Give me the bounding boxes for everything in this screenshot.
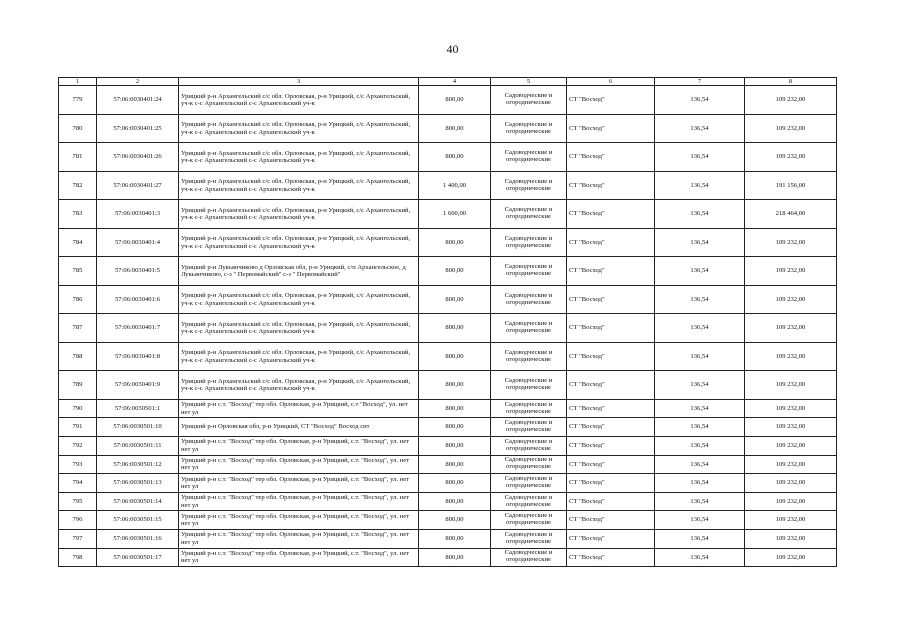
rate-cell: 136,54 — [655, 86, 745, 115]
rate-cell: 136,54 — [655, 511, 745, 530]
table-row — [59, 548, 837, 567]
area-cell: 800,00 — [419, 511, 491, 530]
row-number: 785 — [59, 257, 97, 286]
value-cell: 109 232,00 — [745, 418, 837, 437]
rate-cell: 136,54 — [655, 529, 745, 548]
rate-cell: 136,54 — [655, 436, 745, 455]
value-cell: 109 232,00 — [745, 114, 837, 143]
owner-cell: СТ "Восход" — [567, 342, 655, 371]
area-cell: 1 400,00 — [419, 171, 491, 200]
row-number: 786 — [59, 285, 97, 314]
address-cell: Урицкий р-н с.т. "Восход" тер обл. Орловская, р-н Урицкий, с.т. "Восход", ул. нет нет ул — [179, 548, 419, 567]
column-header: 1 — [59, 78, 97, 86]
row-number: 790 — [59, 399, 97, 418]
table-row — [59, 171, 837, 200]
address-cell: Урицкий р-н с.т. "Восход" тер обл. Орловская, р-н Урицкий, с.т. "Восход", ул. нет нет ул — [179, 529, 419, 548]
cadastral-number: 57:06:0030501:15 — [97, 511, 179, 530]
value-cell: 109 232,00 — [745, 371, 837, 400]
rate-cell: 136,54 — [655, 285, 745, 314]
land-use-cell: Садоводческие и огороднические — [491, 342, 567, 371]
land-use-cell: Садоводческие и огороднические — [491, 548, 567, 567]
row-number: 783 — [59, 200, 97, 229]
cadastral-number: 57:06:0030401:25 — [97, 114, 179, 143]
land-use-cell: Садоводческие и огороднические — [491, 200, 567, 229]
address-cell: Урицкий р-н Архангельский с/с обл. Орловская, р-н Урицкий, с/с Архангельский, уч-к с-с Архангельский с-с Архангельский уч-к — [179, 86, 419, 115]
table-row — [59, 492, 837, 511]
area-cell: 800,00 — [419, 399, 491, 418]
land-use-cell: Садоводческие и огороднические — [491, 143, 567, 172]
column-header: 5 — [491, 78, 567, 86]
area-cell: 800,00 — [419, 143, 491, 172]
owner-cell: СТ "Восход" — [567, 285, 655, 314]
row-number: 796 — [59, 511, 97, 530]
land-use-cell: Садоводческие и огороднические — [491, 86, 567, 115]
header-row — [59, 78, 837, 86]
column-header: 8 — [745, 78, 837, 86]
row-number: 787 — [59, 314, 97, 343]
address-cell: Урицкий р-н с.т. "Восход" тер обл. Орловская, р-н Урицкий, с.т. "Восход", ул. нет нет ул — [179, 455, 419, 474]
owner-cell: СТ "Восход" — [567, 399, 655, 418]
table-row — [59, 114, 837, 143]
page-number: 40 — [446, 42, 459, 56]
table-row — [59, 143, 837, 172]
column-header: 2 — [97, 78, 179, 86]
table-row — [59, 399, 837, 418]
owner-cell: СТ "Восход" — [567, 529, 655, 548]
row-number: 779 — [59, 86, 97, 115]
owner-cell: СТ "Восход" — [567, 511, 655, 530]
column-header: 4 — [419, 78, 491, 86]
owner-cell: СТ "Восход" — [567, 114, 655, 143]
land-use-cell: Садоводческие и огороднические — [491, 285, 567, 314]
cadastral-number: 57:06:0030401:7 — [97, 314, 179, 343]
address-cell: Урицкий р-н Архангельский с/с обл. Орловская, р-н Урицкий, с/с Архангельский, уч-к с-с Архангельский с-с Архангельский уч-к — [179, 114, 419, 143]
rate-cell: 136,54 — [655, 342, 745, 371]
owner-cell: СТ "Восход" — [567, 455, 655, 474]
row-number: 797 — [59, 529, 97, 548]
value-cell: 109 232,00 — [745, 257, 837, 286]
land-use-cell: Садоводческие и огороднические — [491, 492, 567, 511]
value-cell: 109 232,00 — [745, 492, 837, 511]
value-cell: 109 232,00 — [745, 511, 837, 530]
land-use-cell: Садоводческие и огороднические — [491, 511, 567, 530]
row-number: 791 — [59, 418, 97, 437]
cadastral-number: 57:06:0030401:5 — [97, 257, 179, 286]
owner-cell: СТ "Восход" — [567, 314, 655, 343]
row-number: 795 — [59, 492, 97, 511]
owner-cell: СТ "Восход" — [567, 257, 655, 286]
address-cell: Урицкий р-н с.т. "Восход" тер обл. Орловская, р-н Урицкий, с.т. "Восход", ул. нет нет ул — [179, 436, 419, 455]
cadastral-number: 57:06:0030401:8 — [97, 342, 179, 371]
owner-cell: СТ "Восход" — [567, 371, 655, 400]
area-cell: 800,00 — [419, 455, 491, 474]
table-row — [59, 228, 837, 257]
area-cell: 800,00 — [419, 492, 491, 511]
table-row — [59, 285, 837, 314]
value-cell: 109 232,00 — [745, 455, 837, 474]
owner-cell: СТ "Восход" — [567, 548, 655, 567]
area-cell: 1 600,00 — [419, 200, 491, 229]
row-number: 792 — [59, 436, 97, 455]
area-cell: 800,00 — [419, 474, 491, 493]
value-cell: 109 232,00 — [745, 529, 837, 548]
table-row — [59, 455, 837, 474]
cadastral-number: 57:06:0030401:24 — [97, 86, 179, 115]
table-row — [59, 529, 837, 548]
rate-cell: 136,54 — [655, 399, 745, 418]
rate-cell: 136,54 — [655, 474, 745, 493]
cadastral-number: 57:06:0030501:16 — [97, 529, 179, 548]
rate-cell: 136,54 — [655, 143, 745, 172]
owner-cell: СТ "Восход" — [567, 492, 655, 511]
area-cell: 800,00 — [419, 257, 491, 286]
value-cell: 218 464,00 — [745, 200, 837, 229]
land-use-cell: Садоводческие и огороднические — [491, 474, 567, 493]
address-cell: Урицкий р-н с.т. "Восход" тер обл. Орловская, р-н Урицкий, с.т "Восход", ул. нет нет ул — [179, 399, 419, 418]
address-cell: Урицкий р-н с.т. "Восход" тер обл. Орловская, р-н Урицкий, с.т. "Восход", ул. нет нет ул — [179, 492, 419, 511]
column-header: 6 — [567, 78, 655, 86]
table-row — [59, 511, 837, 530]
area-cell: 800,00 — [419, 418, 491, 437]
value-cell: 191 156,00 — [745, 171, 837, 200]
address-cell: Урицкий р-н Архангельский с/с обл. Орловская, р-н Урицкий, с/с Архангельский, уч-к с-с Архангельский с-с Архангельский уч-к — [179, 371, 419, 400]
area-cell: 800,00 — [419, 548, 491, 567]
owner-cell: СТ "Восход" — [567, 228, 655, 257]
owner-cell: СТ "Восход" — [567, 474, 655, 493]
address-cell: Урицкий р-н Архангельский с/с обл. Орловская, р-н Урицкий, с/с Архангельский, уч-к с-с Архангельский с-с Архангельский уч-к — [179, 200, 419, 229]
value-cell: 109 232,00 — [745, 399, 837, 418]
cadastral-number: 57:06:0030501:14 — [97, 492, 179, 511]
cadastral-number: 57:06:0030501:13 — [97, 474, 179, 493]
land-use-cell: Садоводческие и огороднические — [491, 529, 567, 548]
cadastral-number: 57:06:0030501:17 — [97, 548, 179, 567]
row-number: 784 — [59, 228, 97, 257]
row-number: 789 — [59, 371, 97, 400]
area-cell: 800,00 — [419, 114, 491, 143]
area-cell: 800,00 — [419, 285, 491, 314]
area-cell: 800,00 — [419, 342, 491, 371]
value-cell: 109 232,00 — [745, 474, 837, 493]
table-row — [59, 200, 837, 229]
address-cell: Урицкий р-н Архангельский с/с обл. Орловская, р-н Урицкий, с/с Архангельский, уч-к с-с Архангельский с-с Архангельский уч-к — [179, 314, 419, 343]
column-header: 7 — [655, 78, 745, 86]
table-row — [59, 474, 837, 493]
row-number: 794 — [59, 474, 97, 493]
owner-cell: СТ "Восход" — [567, 418, 655, 437]
area-cell: 800,00 — [419, 228, 491, 257]
rate-cell: 136,54 — [655, 492, 745, 511]
land-registry-table — [58, 77, 837, 567]
address-cell: Урицкий р-н Архангельский с/с обл. Орловская, р-н Урицкий, с/с Архангельский, уч-к с-с Архангельский с-с Архангельский уч-к — [179, 342, 419, 371]
table-row — [59, 436, 837, 455]
table-row — [59, 314, 837, 343]
cadastral-number: 57:06:0030401:9 — [97, 371, 179, 400]
table-row — [59, 86, 837, 115]
cadastral-number: 57:06:0030401:4 — [97, 228, 179, 257]
table-row — [59, 371, 837, 400]
row-number: 782 — [59, 171, 97, 200]
area-cell: 800,00 — [419, 86, 491, 115]
land-use-cell: Садоводческие и огороднические — [491, 371, 567, 400]
area-cell: 800,00 — [419, 529, 491, 548]
cadastral-number: 57:06:0030401:26 — [97, 143, 179, 172]
value-cell: 109 232,00 — [745, 342, 837, 371]
owner-cell: СТ "Восход" — [567, 436, 655, 455]
rate-cell: 136,54 — [655, 548, 745, 567]
cadastral-number: 57:06:0030401:6 — [97, 285, 179, 314]
table-row — [59, 257, 837, 286]
land-use-cell: Садоводческие и огороднические — [491, 228, 567, 257]
rate-cell: 136,54 — [655, 200, 745, 229]
rate-cell: 136,54 — [655, 371, 745, 400]
row-number: 780 — [59, 114, 97, 143]
rate-cell: 136,54 — [655, 114, 745, 143]
area-cell: 800,00 — [419, 314, 491, 343]
row-number: 793 — [59, 455, 97, 474]
cadastral-number: 57:06:0030501:12 — [97, 455, 179, 474]
row-number: 788 — [59, 342, 97, 371]
cadastral-number: 57:06:0030401:27 — [97, 171, 179, 200]
land-use-cell: Садоводческие и огороднические — [491, 171, 567, 200]
rate-cell: 136,54 — [655, 455, 745, 474]
address-cell: Урицкий р-н Архангельский с/с обл. Орловская, р-н Урицкий, с/с Архангельский, уч-к с-с Архангельский с-с Архангельский уч-к — [179, 285, 419, 314]
address-cell: Урицкий р-н Архангельский с/с обл. Орловская, р-н Урицкий, с/с Архангельский, уч-к с-с Архангельский с-с Архангельский уч-к — [179, 171, 419, 200]
land-use-cell: Садоводческие и огороднические — [491, 399, 567, 418]
address-cell: Урицкий р-н Орловская обл, р-н Урицкий, СТ "Восход" Восход снт — [179, 418, 419, 437]
value-cell: 109 232,00 — [745, 436, 837, 455]
address-cell: Урицкий р-н с.т. "Восход" тер обл. Орловская, р-н Урицкий, с.т. "Восход", ул. нет нет ул — [179, 511, 419, 530]
rate-cell: 136,54 — [655, 257, 745, 286]
table-row — [59, 342, 837, 371]
cadastral-number: 57:06:0030501:1 — [97, 399, 179, 418]
rate-cell: 136,54 — [655, 228, 745, 257]
land-use-cell: Садоводческие и огороднические — [491, 257, 567, 286]
rate-cell: 136,54 — [655, 314, 745, 343]
cadastral-number: 57:06:0030501:11 — [97, 436, 179, 455]
address-cell: Урицкий р-н с.т. "Восход" тер обл. Орловская, р-н Урицкий, с.т. "Восход", ул. нет нет ул — [179, 474, 419, 493]
owner-cell: СТ "Восход" — [567, 171, 655, 200]
address-cell: Урицкий р-н Архангельский с/с обл. Орловская, р-н Урицкий, с/с Архангельский, уч-к с-с Архангельский с-с Архангельский уч-к — [179, 228, 419, 257]
cadastral-number: 57:06:0030401:3 — [97, 200, 179, 229]
row-number: 798 — [59, 548, 97, 567]
address-cell: Урицкий р-н Архангельский с/с обл. Орловская, р-н Урицкий, с/с Архангельский, уч-к с-с Архангельский с-с Архангельский уч-к — [179, 143, 419, 172]
value-cell: 109 232,00 — [745, 228, 837, 257]
cadastral-number: 57:06:0030501:10 — [97, 418, 179, 437]
rate-cell: 136,54 — [655, 418, 745, 437]
owner-cell: СТ "Восход" — [567, 86, 655, 115]
row-number: 781 — [59, 143, 97, 172]
land-use-cell: Садоводческие и огороднические — [491, 436, 567, 455]
land-use-cell: Садоводческие и огороднические — [491, 114, 567, 143]
land-use-cell: Садоводческие и огороднические — [491, 314, 567, 343]
rate-cell: 136,54 — [655, 171, 745, 200]
table-row — [59, 418, 837, 437]
area-cell: 800,00 — [419, 436, 491, 455]
value-cell: 109 232,00 — [745, 143, 837, 172]
land-use-cell: Садоводческие и огороднические — [491, 418, 567, 437]
address-cell: Урицкий р-н Лукьянчиково д Орловская обл, р-н Урицкий, с/п Архангельское, д Лукьянчиково, с-з " Первомайский" с-з " Первомайский" — [179, 257, 419, 286]
land-use-cell: Садоводческие и огороднические — [491, 455, 567, 474]
column-header: 3 — [179, 78, 419, 86]
owner-cell: СТ "Восход" — [567, 200, 655, 229]
value-cell: 109 232,00 — [745, 285, 837, 314]
value-cell: 109 232,00 — [745, 86, 837, 115]
value-cell: 109 232,00 — [745, 548, 837, 567]
owner-cell: СТ "Восход" — [567, 143, 655, 172]
area-cell: 800,00 — [419, 371, 491, 400]
value-cell: 109 232,00 — [745, 314, 837, 343]
